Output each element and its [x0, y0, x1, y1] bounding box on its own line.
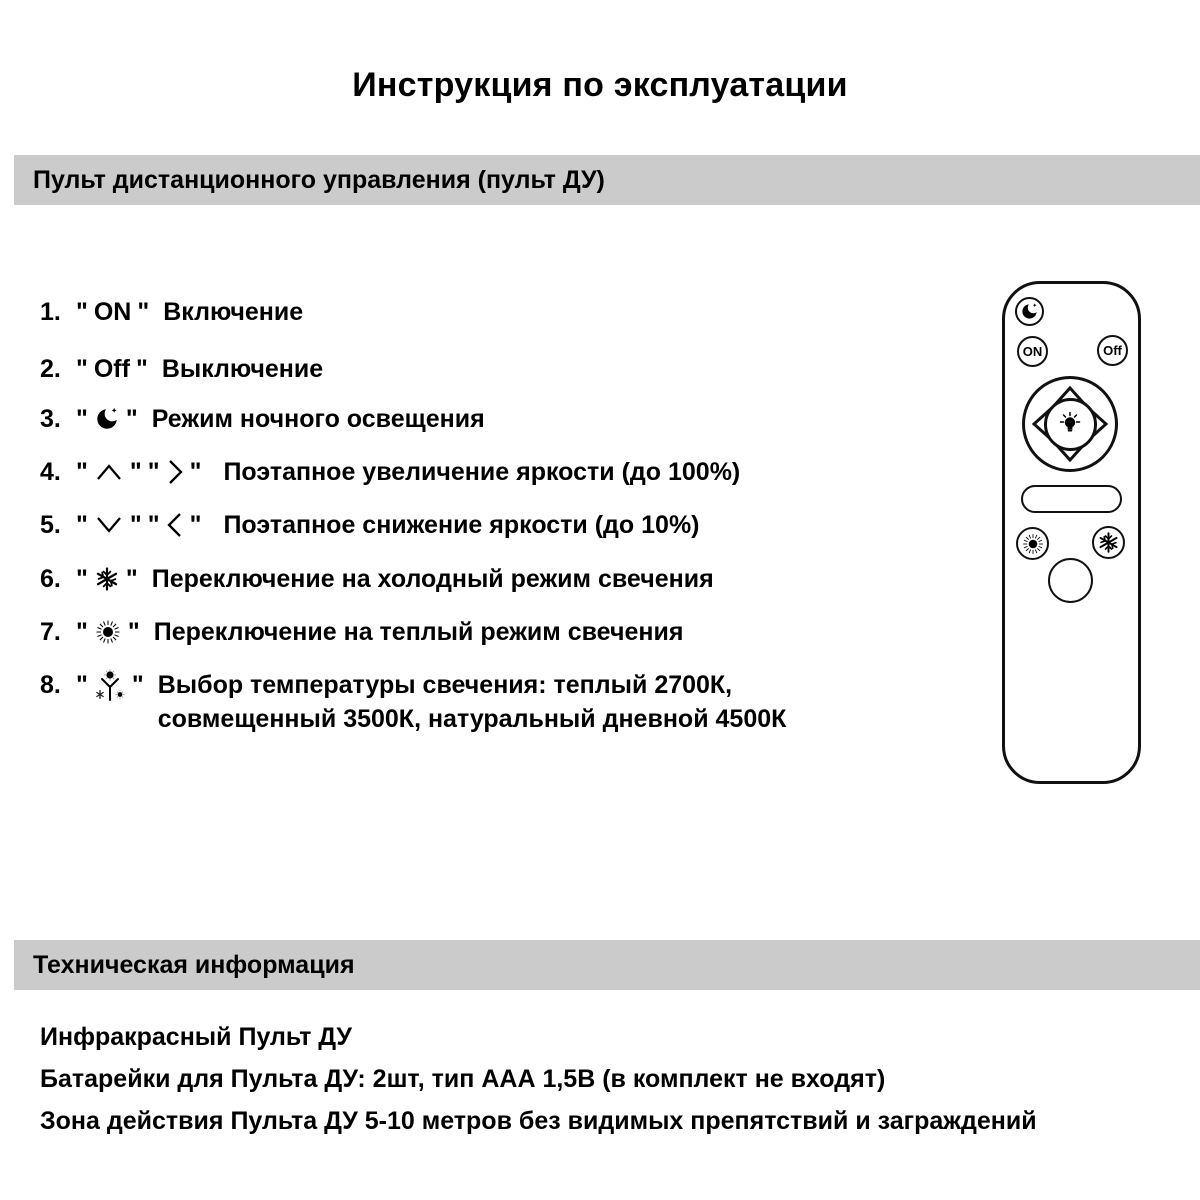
item-description: Выключение: [161, 355, 324, 383]
tech-line-range: Зона действия Пульта ДУ 5-10 метров без видимых препятствий и заграждений: [40, 1107, 1037, 1135]
quote-mark: ": [131, 671, 144, 699]
item-number: 2.: [40, 355, 61, 383]
item-description-line2: совмещенный 3500К, натуральный дневной 4500К: [157, 705, 787, 733]
item-number: 3.: [40, 405, 61, 433]
list-item-3: [40, 403, 485, 435]
off-button: [1097, 335, 1128, 366]
list-item-2: [40, 353, 323, 385]
item-number: 6.: [40, 565, 61, 593]
pill-button: [1021, 485, 1122, 513]
sun-icon: [1021, 532, 1045, 556]
quote-mark: ": [127, 618, 140, 646]
cold-mode-button: [1092, 526, 1125, 559]
quote-mark: ": [147, 458, 160, 486]
quote-mark: ": [129, 511, 142, 539]
quote-mark: ": [147, 511, 160, 539]
sun-icon: [94, 618, 122, 646]
quote-mark: ": [76, 355, 88, 383]
temperature-cycle-button: [1048, 558, 1093, 603]
quote-mark: ": [125, 405, 138, 433]
quote-mark: ": [76, 458, 88, 486]
dpad-center-button: [1044, 398, 1097, 451]
quote-mark: ": [189, 511, 202, 539]
on-button-label: ON: [1022, 344, 1043, 359]
quote-mark: ": [76, 511, 88, 539]
item-description: Режим ночного освещения: [151, 405, 485, 433]
quote-mark: ": [137, 298, 150, 326]
night-mode-button: [1015, 297, 1044, 326]
item-number: 5.: [40, 511, 61, 539]
temperature-selector-icon: [94, 668, 126, 704]
chevron-up-icon: [94, 462, 124, 482]
list-item-5: [40, 509, 700, 541]
quote-mark: ": [129, 458, 142, 486]
remote-control-illustration: [1002, 281, 1141, 784]
item-number: 7.: [40, 618, 61, 646]
section-header-remote: [14, 155, 1200, 205]
item-number: 1.: [40, 298, 61, 326]
list-item-6: [40, 563, 714, 595]
off-button-label: Off: [1103, 343, 1122, 358]
section-header-tech-label: Техническая информация: [33, 950, 355, 979]
item-description: Переключение на теплый режим свечения: [153, 618, 684, 646]
on-button: [1017, 336, 1048, 367]
list-item-4: [40, 456, 740, 488]
item-number: 4.: [40, 458, 61, 486]
tech-line-batteries: Батарейки для Пульта ДУ: 2шт, тип ААА 1,5В (в комплект не входят): [40, 1065, 886, 1093]
list-item-1: [40, 296, 303, 328]
quote-mark: ": [76, 405, 88, 433]
snowflake-icon: [1097, 531, 1120, 554]
item-description: Переключение на холодный режим свечения: [151, 565, 714, 593]
crescent-moon-icon: [94, 406, 120, 432]
dpad: [1022, 376, 1118, 472]
warm-mode-button: [1016, 527, 1049, 560]
list-item-7: [40, 616, 683, 648]
item-key-off: Off: [93, 355, 130, 383]
quote-mark: ": [76, 565, 88, 593]
list-item-8: [40, 668, 786, 736]
crescent-moon-icon: [1020, 302, 1039, 321]
quote-mark: ": [125, 565, 138, 593]
item-key-on: ON: [93, 298, 132, 326]
item-description: Поэтапное снижение яркости (до 10%): [223, 511, 700, 539]
item-description: Поэтапное увеличение яркости (до 100%): [223, 458, 741, 486]
quote-mark: ": [135, 355, 148, 383]
quote-mark: ": [189, 458, 202, 486]
chevron-right-icon: [166, 457, 184, 487]
light-bulb-icon: [1055, 409, 1085, 439]
chevron-down-icon: [94, 515, 124, 535]
item-description-line1: Выбор температуры свечения: теплый 2700К,: [157, 671, 733, 699]
snowflake-icon: [94, 566, 120, 592]
section-header-tech: [14, 940, 1200, 990]
quote-mark: ": [76, 298, 88, 326]
item-number: 8.: [40, 671, 61, 699]
page-title: Инструкция по эксплуатации: [352, 66, 848, 104]
tech-line-ir: Инфракрасный Пульт ДУ: [40, 1023, 352, 1051]
item-description: [158, 668, 787, 736]
section-header-remote-label: Пульт дистанционного управления (пульт ДУ): [33, 165, 605, 194]
quote-mark: ": [76, 671, 88, 699]
chevron-left-icon: [166, 510, 184, 540]
quote-mark: ": [76, 618, 88, 646]
item-description: Включение: [163, 298, 304, 326]
